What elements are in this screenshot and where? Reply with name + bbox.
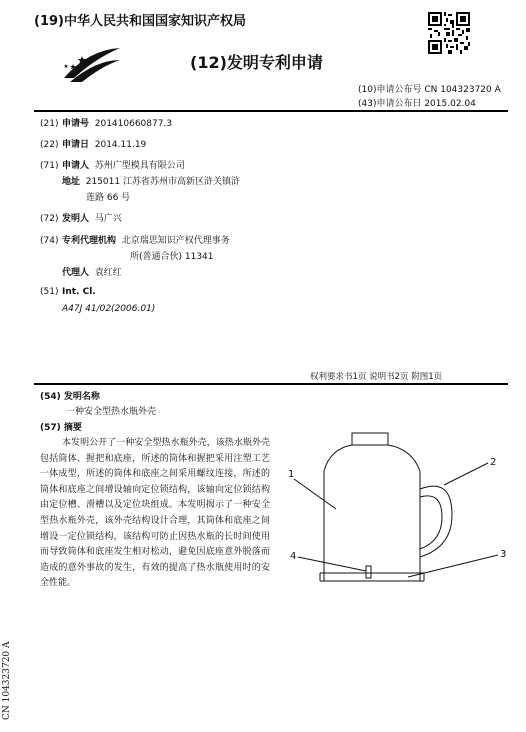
drawing-label-2: 2 <box>490 457 497 468</box>
invention-title-label: (54) 发明名称 <box>40 392 100 402</box>
qr-code-icon <box>428 12 470 54</box>
application-number: (21) 申请号 201410660877.3 <box>40 119 173 129</box>
side-publication-number: CN 104323720 A <box>2 641 12 720</box>
pages-summary: 权利要求书1页 说明书2页 附图1页 <box>310 372 443 382</box>
publication-number: (10)申请公布号 CN 104323720 A <box>358 85 501 95</box>
filing-date: (22) 申请日 2014.11.19 <box>40 140 147 150</box>
header-rule <box>34 110 508 112</box>
agent: 代理人 袁红红 <box>62 268 122 278</box>
abstract-rule <box>34 383 508 385</box>
thermos-drawing <box>280 425 520 605</box>
ipc-classification: A47J 41/02(2006.01) <box>62 304 156 314</box>
abstract-heading: (57) 摘要 <box>40 423 82 433</box>
invention-title: 一种安全型热水瓶外壳 <box>66 407 157 417</box>
cnipa-logo-icon <box>62 44 122 84</box>
patent-agency: (74) 专利代理机构 北京瑞思知识产权代理事务 <box>40 236 230 246</box>
int-cl: (51) Int. Cl. <box>40 287 96 297</box>
office-name: (19)中华人民共和国国家知识产权局 <box>34 14 246 29</box>
patent-agency-line2: 所(普通合伙) 11341 <box>130 252 214 262</box>
applicant: (71) 申请人 苏州广型模具有限公司 <box>40 161 185 171</box>
drawing-label-1: 1 <box>288 469 295 480</box>
applicant-address-line2: 莲路 66 号 <box>86 193 131 203</box>
publication-date: (43)申请公布日 2015.02.04 <box>358 99 476 109</box>
inventor: (72) 发明人 马广兴 <box>40 214 122 224</box>
applicant-address: 地址 215011 江苏省苏州市高新区浒关镇浒 <box>62 177 240 187</box>
abstract-text: 本发明公开了一种安全型热水瓶外壳，该热水瓶外壳包括筒体、握把和底座，所述的筒体和握把采用注塑工艺一体成型，所述的筒体和底座之间采用螺纹连接，所述的筒体和底座之间增设轴向定位锁结构，该轴向定位锁结构由定位槽、滑槽以及定位块组成。本发明揭示了一种安全型热水瓶外壳，该外壳结构设计合理，其筒体和底座之间增设一定位锁结构，该结构可防止因热水瓶的长时间使用而导致筒体和底座发生相对松动，避免因底座意外脱落而造成的意外事故的发生，有效的提高了热水瓶使用时的安全性能。 <box>40 438 270 589</box>
drawing-label-4: 4 <box>290 551 297 562</box>
drawing-label-3: 3 <box>500 549 507 560</box>
document-type: (12)发明专利申请 <box>190 53 323 72</box>
